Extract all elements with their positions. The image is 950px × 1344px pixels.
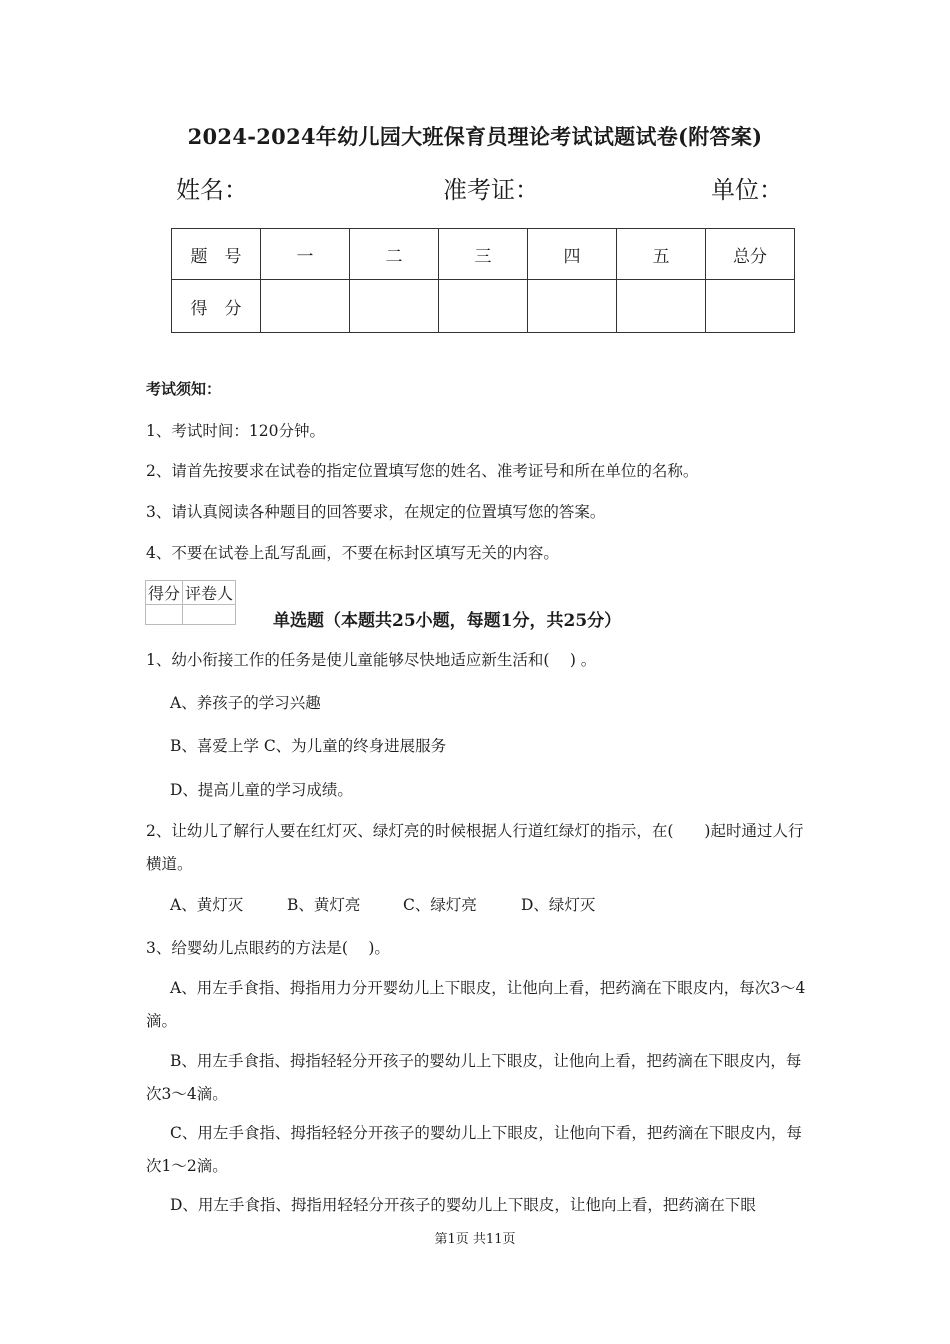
question-3-stem: 3、给婴幼儿点眼药的方法是( )。	[146, 939, 390, 957]
score-cell[interactable]	[439, 280, 528, 333]
score-cell[interactable]	[261, 280, 350, 333]
question-3-option-a: A、用左手食指、拇指用力分开婴幼儿上下眼皮，让他向上看，把药滴在下眼皮内，每次3～4滴。	[146, 979, 806, 1030]
question-2-stem: 2、让幼儿了解行人要在红灯灭、绿灯亮的时候根据人行道红绿灯的指示，在( )起时通过人行横道。	[146, 822, 804, 873]
score-table-header-cell: 五	[617, 229, 706, 280]
notice-item: 3、请认真阅读各种题目的回答要求，在规定的位置填写您的答案。	[146, 503, 606, 521]
name-field-label: 姓名：	[176, 176, 248, 204]
section-title: 单选题（本题共25小题，每题1分，共25分）	[273, 611, 622, 631]
question-1-option-d: D、提高儿童的学习成绩。	[170, 781, 353, 799]
score-table-header-cell: 一	[261, 229, 350, 280]
score-table-header-row	[172, 229, 795, 280]
question-1-option-a: A、养孩子的学习兴趣	[170, 694, 321, 712]
score-cell[interactable]	[528, 280, 617, 333]
score-table	[171, 228, 795, 333]
score-cell[interactable]	[706, 280, 795, 333]
notice-item: 2、请首先按要求在试卷的指定位置填写您的姓名、准考证号和所在单位的名称。	[146, 462, 699, 480]
grader-score-cell[interactable]	[146, 605, 183, 625]
score-cell[interactable]	[350, 280, 439, 333]
grader-name-cell[interactable]	[183, 605, 236, 625]
grader-score-label: 得分	[146, 581, 183, 605]
score-cell[interactable]	[617, 280, 706, 333]
question-3-option-c: C、用左手食指、拇指轻轻分开孩子的婴幼儿上下眼皮，让他向下看，把药滴在下眼皮内，每次1～2滴。	[146, 1124, 802, 1175]
page-footer: 第1页 共11页	[434, 1232, 516, 1247]
grader-name-label: 评卷人	[183, 581, 236, 605]
unit-field-label: 单位：	[711, 176, 783, 204]
question-1-option-bc: B、喜爱上学 C、为儿童的终身进展服务	[170, 737, 447, 755]
grader-box	[145, 580, 236, 625]
score-table-header-cell: 题 号	[172, 229, 261, 280]
notice-item: 1、考试时间：120分钟。	[146, 422, 325, 440]
notice-item: 4、不要在试卷上乱写乱画，不要在标封区填写无关的内容。	[146, 544, 559, 562]
score-table-header-cell: 二	[350, 229, 439, 280]
question-2-option-d: D、绿灯灭	[521, 896, 596, 914]
question-2-option-c: C、绿灯亮	[403, 896, 477, 914]
question-1-stem: 1、幼小衔接工作的任务是使儿童能够尽快地适应新生活和( ) 。	[146, 651, 597, 669]
question-2-option-b: B、黄灯亮	[287, 896, 361, 914]
document-title: 2024-2024年幼儿园大班保育员理论考试试题试卷(附答案)	[187, 124, 763, 149]
score-table-score-row	[172, 280, 795, 333]
exam-number-field-label: 准考证：	[443, 176, 539, 204]
score-row-label: 得 分	[172, 280, 261, 333]
notice-heading: 考试须知：	[146, 380, 222, 398]
question-2-option-a: A、黄灯灭	[170, 896, 244, 914]
score-table-header-cell: 三	[439, 229, 528, 280]
question-3-option-d: D、用左手食指、拇指用轻轻分开孩子的婴幼儿上下眼皮，让他向上看，把药滴在下眼	[170, 1196, 756, 1214]
score-table-header-cell: 总分	[706, 229, 795, 280]
score-table-header-cell: 四	[528, 229, 617, 280]
question-3-option-b: B、用左手食指、拇指轻轻分开孩子的婴幼儿上下眼皮，让他向上看，把药滴在下眼皮内，每次3～4滴。	[146, 1052, 802, 1103]
